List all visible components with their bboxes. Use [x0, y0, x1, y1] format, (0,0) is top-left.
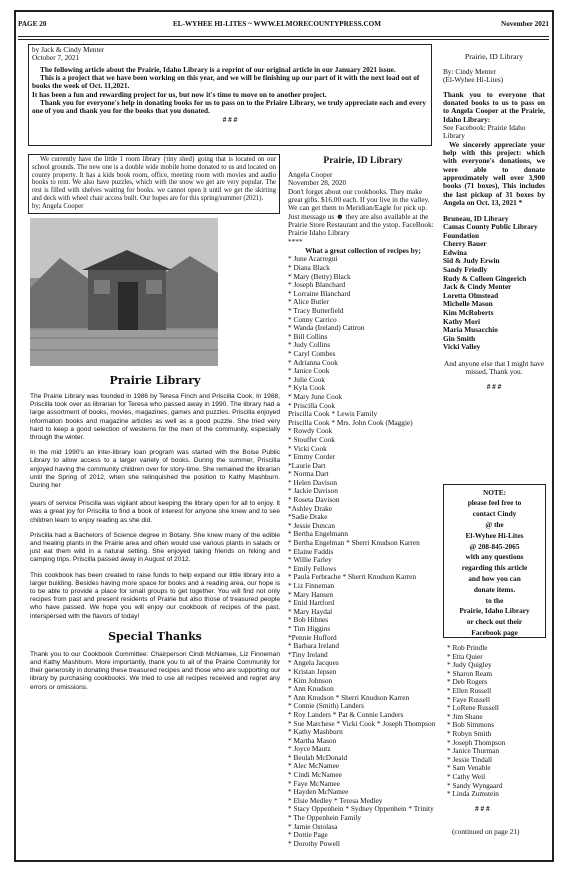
- recipe-contributor: * Alice Butler: [288, 297, 329, 307]
- recipe-contributor: * Kathy Mashburn: [288, 727, 343, 737]
- note-line: Facebook page: [471, 627, 518, 637]
- recipe-contributor: * Caryl Combes: [288, 348, 336, 358]
- recipe-contributor: * Tim Higgins: [288, 623, 331, 633]
- recipe-contributor: * Elsie Medley * Teresa Medley: [288, 795, 383, 805]
- recipe-contributor: * Joseph Blanchard: [288, 280, 346, 290]
- donor-name: Gin Smith: [443, 333, 476, 343]
- article: [288, 155, 438, 848]
- recipe-contributor: * Mary Haydal: [288, 606, 333, 616]
- recipe-contributor: *Ashley Drake: [288, 503, 332, 513]
- recipe-contributor: * Ellen Russell: [447, 685, 492, 695]
- recipe-contributor: * Deb Rogers: [447, 677, 488, 687]
- sidebar-byline-2: (El-Wyhee Hi-Lites): [443, 75, 504, 85]
- recipe-contributor: * Jamie Ostolasa: [288, 821, 338, 831]
- recipe-contributor: * The Oppenhein Family: [288, 813, 362, 823]
- recipe-contributor: * Barbara Ireland: [288, 641, 340, 651]
- donor-list: [443, 215, 545, 353]
- donor-name: Michelle Mason: [443, 299, 493, 309]
- recipe-contributor: *Sadie Drake: [288, 512, 328, 522]
- note-line: to the: [485, 595, 504, 605]
- special-thanks-title: Special Thanks: [108, 629, 202, 643]
- recipe-contributor: * Janice Cook: [288, 366, 330, 376]
- recipe-contributor: * Bertha Engelmann: [288, 529, 348, 539]
- donor-name: Cherry Bauer: [443, 239, 487, 249]
- recipe-contributor: * Kim Johnson: [288, 675, 333, 685]
- sidebar-appreciate: We sincerely appreciate your help with this project: which with everyone's donations, we were able to donate approximately well over 3,900 books (71 boxes), This includes the last pickup of 31 boxes by Angela on Oct. 13, 2021 *: [443, 139, 545, 208]
- clipping-title: Prairie Library: [109, 374, 201, 387]
- intro-paragraph: It has been a fun and rewarding project for us, but now it's time to move on to another project.: [32, 89, 327, 99]
- recipe-contributor: *Pennie Hufford: [288, 632, 337, 642]
- donor-name: Camas County Public Library Foundation: [443, 222, 538, 240]
- note-line: El-Wyhee Hi-Lites: [465, 530, 524, 540]
- recipe-contributor: * Faye Russell: [447, 694, 490, 704]
- note-line: contact Cindy: [472, 509, 517, 519]
- recipe-contributor: Priscilla Cook * Lewis Family: [288, 409, 378, 419]
- recipe-contributor: * Robyn Smith: [447, 728, 492, 738]
- recipe-contributor: * Joseph Thompson: [447, 737, 506, 747]
- recipe-contributor: * Enid Hartford: [288, 598, 335, 608]
- note-line: donate items.: [473, 584, 516, 594]
- donor-name: Edwina: [443, 247, 467, 257]
- special-thanks-text: Thank you to our Cookbook Committee: Chairperson Cindi McNamee, Liz Finneman and Kathy Mashburn. More importantly, thank you to all of the Prairie Community for their generosity in donating these treasured recipes and those who are supporting our library by purchasing cookbooks. We tried to use all recipes received and regret any errors or omissions.: [30, 650, 280, 691]
- recipe-contributor: *Tiny Ireland: [288, 649, 328, 659]
- article-body: Don't forget about our cookbooks. They make great gifts. $16.00 each. If you live in the valley. We can get them to Meridian/Eagle for pick up. Just message us ☻ they are also available at the Prairie Store Restaurant and the ystop. FaceBook: Prairie Idaho Library: [288, 186, 434, 238]
- page-number: PAGE 20: [18, 20, 47, 28]
- recipe-contributor: * Connie (Smith) Landers: [288, 701, 364, 711]
- recipe-contributor: * Adrianna Cook: [288, 357, 338, 367]
- recipe-contributor: * Tracy Butterfield: [288, 306, 344, 315]
- recipe-contributor: * Joyce Mautz: [288, 744, 331, 754]
- clipping-paragraph: Priscilla had a Bachelors of Science degree in Botany. She knew many of the edible and healing plants in the Prairie area and often would use various plants in salads or just eat them wild in a natural setting. She enjoyed taking friends on hiking and camping trips. Priscilla passed away in August of 2012.: [30, 531, 280, 564]
- article-author: Angela Cooper: [288, 170, 333, 179]
- donor-name: Jack & Cindy Menter: [443, 282, 512, 292]
- recipe-contributor: Priscilla Cook * Mrs. John Cook (Maggie): [288, 417, 413, 427]
- donor-name: Rudy & Colleen Gingerich: [443, 273, 527, 283]
- page-header: [18, 14, 549, 38]
- sidebar-end-mark: # # #: [486, 381, 502, 391]
- note-line: regarding this article: [461, 563, 528, 573]
- recipe-contributor: * Hayden McNamee: [288, 787, 349, 797]
- intro-paragraph: Thank you for everyone's help in donating books for us to pass on to the Priaire Library, we truly appreciate each and every one of you and thank you for the books that you donated.: [32, 98, 427, 116]
- recipe-contributor: * Dottie Page: [288, 830, 328, 840]
- recipe-contributor: * Beulah McDonald: [288, 752, 348, 762]
- recipe-contributor: * Elaine Faddis: [288, 546, 334, 556]
- recipe-contributor: * Jackie Davison: [288, 486, 338, 496]
- recipe-contributor: * Faye McNamee: [288, 778, 340, 788]
- library-shed-image: [30, 218, 218, 366]
- clipping: [30, 373, 280, 692]
- recipe-contributor: * Bob Simmons: [447, 720, 495, 730]
- donor-name: Sid & Judy Erwin: [443, 256, 500, 266]
- recipe-contributor: * Judy Collins: [288, 340, 331, 350]
- recipes-heading: What a great collection of recipes by;: [305, 246, 421, 256]
- recipe-contributor: * Stouffer Cook: [288, 434, 335, 444]
- recipe-contributor: * Bill Collins: [288, 331, 328, 341]
- recipe-contributor: * Etta Quier: [447, 651, 483, 661]
- recipe-list-continued: [447, 644, 547, 799]
- donor-name: Vicki Valley: [443, 342, 481, 352]
- clipping-paragraph: In the mid 1990's an inter-library loan program was started with the Boise Public Library to allow access to a larger variety of books. During the summer, Priscilla enjoyed having the community children over for story-time. She remained the librarian until the Spring of 2012, when she relinquished the position to Kathy Mashburn. During her: [30, 449, 280, 490]
- recipe-list: [288, 255, 438, 848]
- intro-box: [28, 44, 432, 146]
- recipe-contributor: * Paula Ferbrache * Sherri Knudson Karren: [288, 572, 417, 582]
- recipe-contributor: * Rob Prindle: [447, 643, 488, 652]
- intro-byline: by Jack & Cindy Menter: [32, 45, 105, 54]
- letter-text: We currently have the little 1 room library {tiny shed} going that is located on our school grounds. The new one is a double wide mobile home donated to us and located on county property. It has a kids book room, office, meeting room with movies and audio books to rent. We also have puzzles, which with the snow we get are very popular. The rest is filled with shelves waiting for books. we cannot open it until we get the skirting and deck with wheel chair access built. Our hopes are for this spring/summer (2021).: [32, 156, 276, 202]
- issue-date: November 2021: [501, 20, 549, 28]
- note-lines: [446, 498, 543, 638]
- recipe-contributor: * Mary Hansen: [288, 589, 333, 599]
- note-line: Prairie, Idaho Library: [459, 606, 530, 616]
- donor-name: Loretta Olmstead: [443, 290, 499, 300]
- recipe-contributor: * Linda Zumstein: [447, 789, 499, 799]
- recipe-contributor: * Alec McNamee: [288, 761, 340, 771]
- recipe-contributor: *Laurie Dart: [288, 460, 326, 470]
- article-end-mark: # # #: [475, 804, 490, 813]
- library-photo: [30, 218, 218, 366]
- donor-name: Kim McRoberts: [443, 308, 494, 318]
- recipe-contributor: * Liz Finneman: [288, 581, 335, 590]
- recipe-contributor: * Jessie Duncan: [288, 520, 336, 530]
- recipe-contributor: * LoRene Russell: [447, 703, 499, 713]
- recipe-contributor: * Emmy Corder: [288, 452, 336, 462]
- recipe-contributor: * Cindi McNamee: [288, 770, 342, 780]
- recipe-contributor: * Priscilla Cook: [288, 400, 336, 410]
- intro-paragraph: This is a project that we have been working on this year, and we will be finishing up our part of it with the next load out of books the week of Oct. 11,2021.: [32, 73, 420, 91]
- donor-name: Kathy Mori: [443, 316, 481, 326]
- recipe-contributor: * Cathy Weil: [447, 771, 486, 781]
- recipe-contributor: * Sharon Ream: [447, 668, 492, 678]
- recipe-contributor: * Willie Farley: [288, 555, 332, 565]
- article-stars: ****: [288, 236, 303, 246]
- recipe-contributor: * Ann Knudson: [288, 684, 334, 694]
- recipe-contributor: * Helen Davison: [288, 477, 338, 487]
- recipe-contributor: * Jim Shane: [447, 711, 483, 721]
- recipe-contributor: * Vicki Cook: [288, 443, 327, 453]
- note-line: @ the: [485, 519, 504, 529]
- note-title: NOTE:: [482, 488, 507, 497]
- article-date: November 28, 2020: [288, 178, 347, 188]
- recipe-contributor: * Janice Thurman: [447, 746, 500, 756]
- intro-paragraph: The following article about the Prairie, Idaho Library is a reprint of our original article in our January 2021 issue.: [40, 64, 396, 74]
- sidebar: [443, 52, 545, 391]
- intro-end-mark: # # #: [222, 114, 238, 124]
- note-line: or check out their: [466, 617, 523, 627]
- recipe-contributor: * Martha Mason: [288, 735, 337, 745]
- recipe-contributor: * Stacy Oppenhein * Sydney Oppenhein * Trinity: [288, 804, 434, 814]
- sidebar-title: Prairie, ID Library: [464, 52, 524, 61]
- recipe-contributor: * Sue Marchese * Vicki Cook * Joseph Thompson: [288, 718, 436, 728]
- clipping-paragraph: This cookbook has been created to raise funds to help expand our little library into a larger building. Besides having more space for books and a reading area, our hope is to be able to provide a place for small groups to get together. You will find not only recipes from past and present residents of Prairie but also those of treasured people who have passed. We hope you will enjoy our cookbook of recipes of the past, interspersed with the flavors of today!: [30, 571, 280, 620]
- note-line: please feel free to: [467, 498, 522, 508]
- continued-note: (continued on page 21): [452, 827, 520, 836]
- recipe-contributor: * Mary June Cook: [288, 391, 343, 401]
- recipe-contributor: * Julie Cook: [288, 374, 325, 384]
- clipping-paragraph: years of service Priscilla was vigilant about keeping the library open for all to enjoy. It was a great joy for Priscilla to find a book of interest for anyone she knew and to see children learn to enjoy reading as she did.: [30, 500, 280, 524]
- recipe-contributor: * Kristan Jepsen: [288, 666, 337, 676]
- recipe-contributor: * Judy Quigley: [447, 660, 492, 670]
- note-box: [443, 484, 546, 638]
- recipe-contributor: * Kyla Cook: [288, 383, 326, 393]
- recipe-contributor: * Mary (Betty) Black: [288, 271, 351, 281]
- recipe-contributor: * Ann Knudson * Sherri Knudson Karren: [288, 692, 410, 702]
- recipe-contributor: * Angela Jacques: [288, 658, 339, 668]
- letter-box: [28, 154, 280, 214]
- clipping-paragraph: The Prairie Library was founded in 1986 by Teresa Finch and Priscilla Cook. In 1988, Priscilla took over as librarian for Teresa who passed away in 1990. The library had a large assortment of books, movies, magazines, games and puzzles. Priscilla enjoyed information books and magazine articles as well as a good puzzle. She tried very hard to keep a good selection of westerns for the men of the community, especially through the winter.: [30, 393, 280, 442]
- recipe-contributor: * Roy Landers * Pat & Connie Landers: [288, 709, 404, 719]
- recipe-contributor: * Rowdy Cook: [288, 426, 333, 436]
- note-line: @ 208-845-2065: [469, 541, 520, 551]
- donor-name: Bruneau, ID Library: [443, 213, 509, 223]
- sidebar-facebook: See Facebook: Prairie Idaho Library: [443, 123, 526, 141]
- recipe-contributor: * June Acarregui: [288, 254, 338, 264]
- note-line: with any questions: [465, 552, 524, 562]
- recipe-contributor: * Norma Dart: [288, 469, 329, 479]
- recipe-contributor: * Lorraine Blanchard: [288, 288, 351, 298]
- header-rule-thin: [18, 39, 549, 40]
- recipe-contributor: * Roseta Davison: [288, 495, 340, 505]
- sidebar-thanks: Thank you to everyone that donated books to us to pass on to Angela Cooper at the Prairie, Idaho Library:: [443, 89, 545, 124]
- masthead: EL-WYHEE HI-LITES ~ WWW.ELMORECOUNTYPRESS.COM: [173, 20, 382, 28]
- recipe-contributor: * Dorothy Powell: [288, 838, 340, 848]
- header-rule: [18, 36, 549, 37]
- note-line: and how you can: [468, 573, 521, 583]
- recipe-contributor: * Jessie Tindall: [447, 754, 493, 764]
- donor-name: Sandy Friedly: [443, 265, 487, 275]
- recipe-contributor: * Conny Carrico: [288, 314, 337, 324]
- sidebar-missed: And anyone else that I might have missed, Thank you.: [443, 359, 545, 377]
- article-title: Prairie, ID Library: [323, 155, 403, 166]
- intro-date: October 7, 2021: [32, 53, 80, 63]
- recipe-contributor: * Bob Hibnes: [288, 615, 329, 625]
- recipe-contributor: * Sam Venable: [447, 763, 491, 773]
- recipe-contributor: * Diana Black: [288, 263, 330, 273]
- recipe-contributor: * Sandy Wyngaard: [447, 780, 503, 790]
- recipe-contributor: * Bertha Engelman * Sherri Knudson Karren: [288, 538, 420, 548]
- donor-name: Maria Musacchio: [443, 325, 498, 335]
- sidebar-byline: By: Cindy Menter: [443, 67, 497, 76]
- recipe-contributor: * Emily Fellows: [288, 563, 337, 573]
- letter-signature: by; Angela Cooper: [32, 202, 84, 210]
- recipe-contributor: * Wanda (Ireland) Cattron: [288, 323, 365, 333]
